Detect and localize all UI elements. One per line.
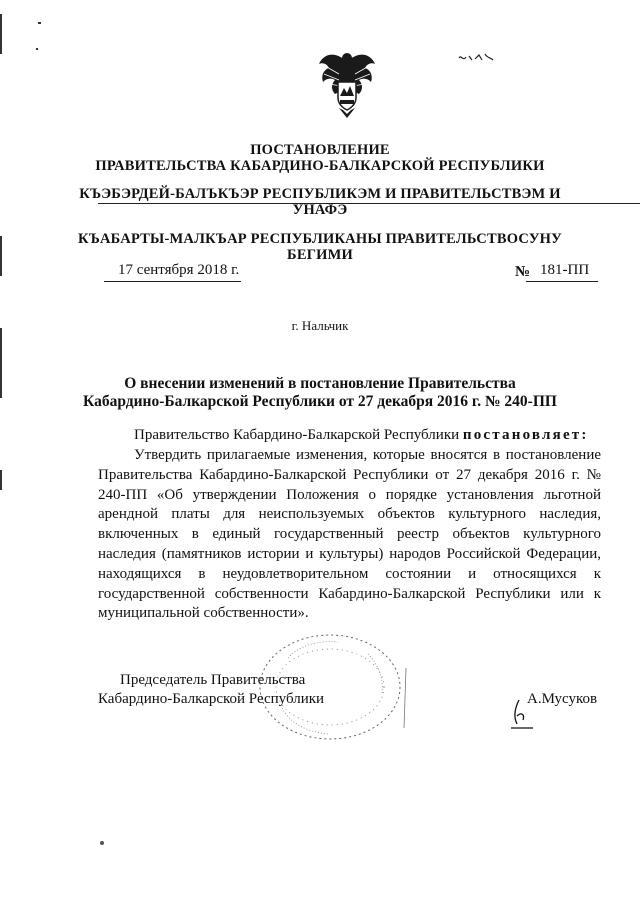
resolution-paragraph: Утвердить прилагаемые изменения, которые вносятся в постановление Правительства Кабардино-Балкарской Республики от 27 декабря 2016 г. № 240-ПП «Об утверждении Положения о порядке установления льготной арендной платы для неиспользуемых объектов культурного наследия, включенных в единый государственный реестр объектов культурного наследия (памятников истории и культуры) народов Российской Федерации, находящихся в неудовлетворительном состоянии и относящихся к государственной собственности Кабардино-Балкарской Республики или к муниципальной собственности». — [98, 447, 601, 622]
intro-keyword: постановляет: — [462, 427, 589, 443]
resolution-intro — [134, 427, 589, 444]
balkar-heading-line1: КЪАБАРТЫ-МАЛКЪАР РЕСПУБЛИКАНЫ ПРАВИТЕЛЬСТВОСУНУ — [78, 231, 562, 247]
document-type-heading: ПОСТАНОВЛЕНИЕ — [250, 142, 390, 158]
coat-of-arms-emblem — [317, 44, 377, 120]
signatory-position-line1: Председатель Правительства — [120, 672, 306, 688]
document-title-line1: О внесении изменений в постановление Правительства — [124, 375, 516, 392]
margin-mark — [36, 48, 38, 50]
handwritten-mark — [457, 48, 497, 66]
signatory-position-line2: Кабардино-Балкарской Республики — [98, 691, 325, 707]
number-sign: № — [515, 264, 531, 280]
margin-mark — [0, 14, 2, 54]
document-number: 181-ПП — [540, 262, 590, 278]
date-underline — [104, 281, 241, 282]
signatory-name: А.Мусуков — [527, 691, 598, 707]
margin-mark — [38, 22, 41, 24]
document-title-line2: Кабардино-Балкарской Республики от 27 декабря 2016 г. № 240-ПП — [83, 393, 557, 410]
kabardian-heading-line1: КЪЭБЭРДЕЙ-БАЛЪКЪЭР РЕСПУБЛИКЭМ И ПРАВИТЕЛЬСТВЭМ И — [79, 186, 561, 202]
number-underline — [526, 281, 598, 282]
issuing-authority-heading: ПРАВИТЕЛЬСТВА КАБАРДИНО-БАЛКАРСКОЙ РЕСПУБЛИКИ — [95, 158, 545, 174]
footer-mark — [100, 841, 104, 845]
intro-prefix: Правительство Кабардино-Балкарской Республики — [134, 427, 460, 443]
handwritten-signature — [505, 698, 545, 732]
margin-mark — [0, 470, 2, 490]
document-date: 17 сентября 2018 г. — [118, 262, 240, 278]
balkar-heading-line2: БЕГИМИ — [287, 247, 353, 263]
kabardian-heading-line2: УНАФЭ — [292, 202, 348, 218]
city: г. Нальчик — [291, 318, 349, 333]
